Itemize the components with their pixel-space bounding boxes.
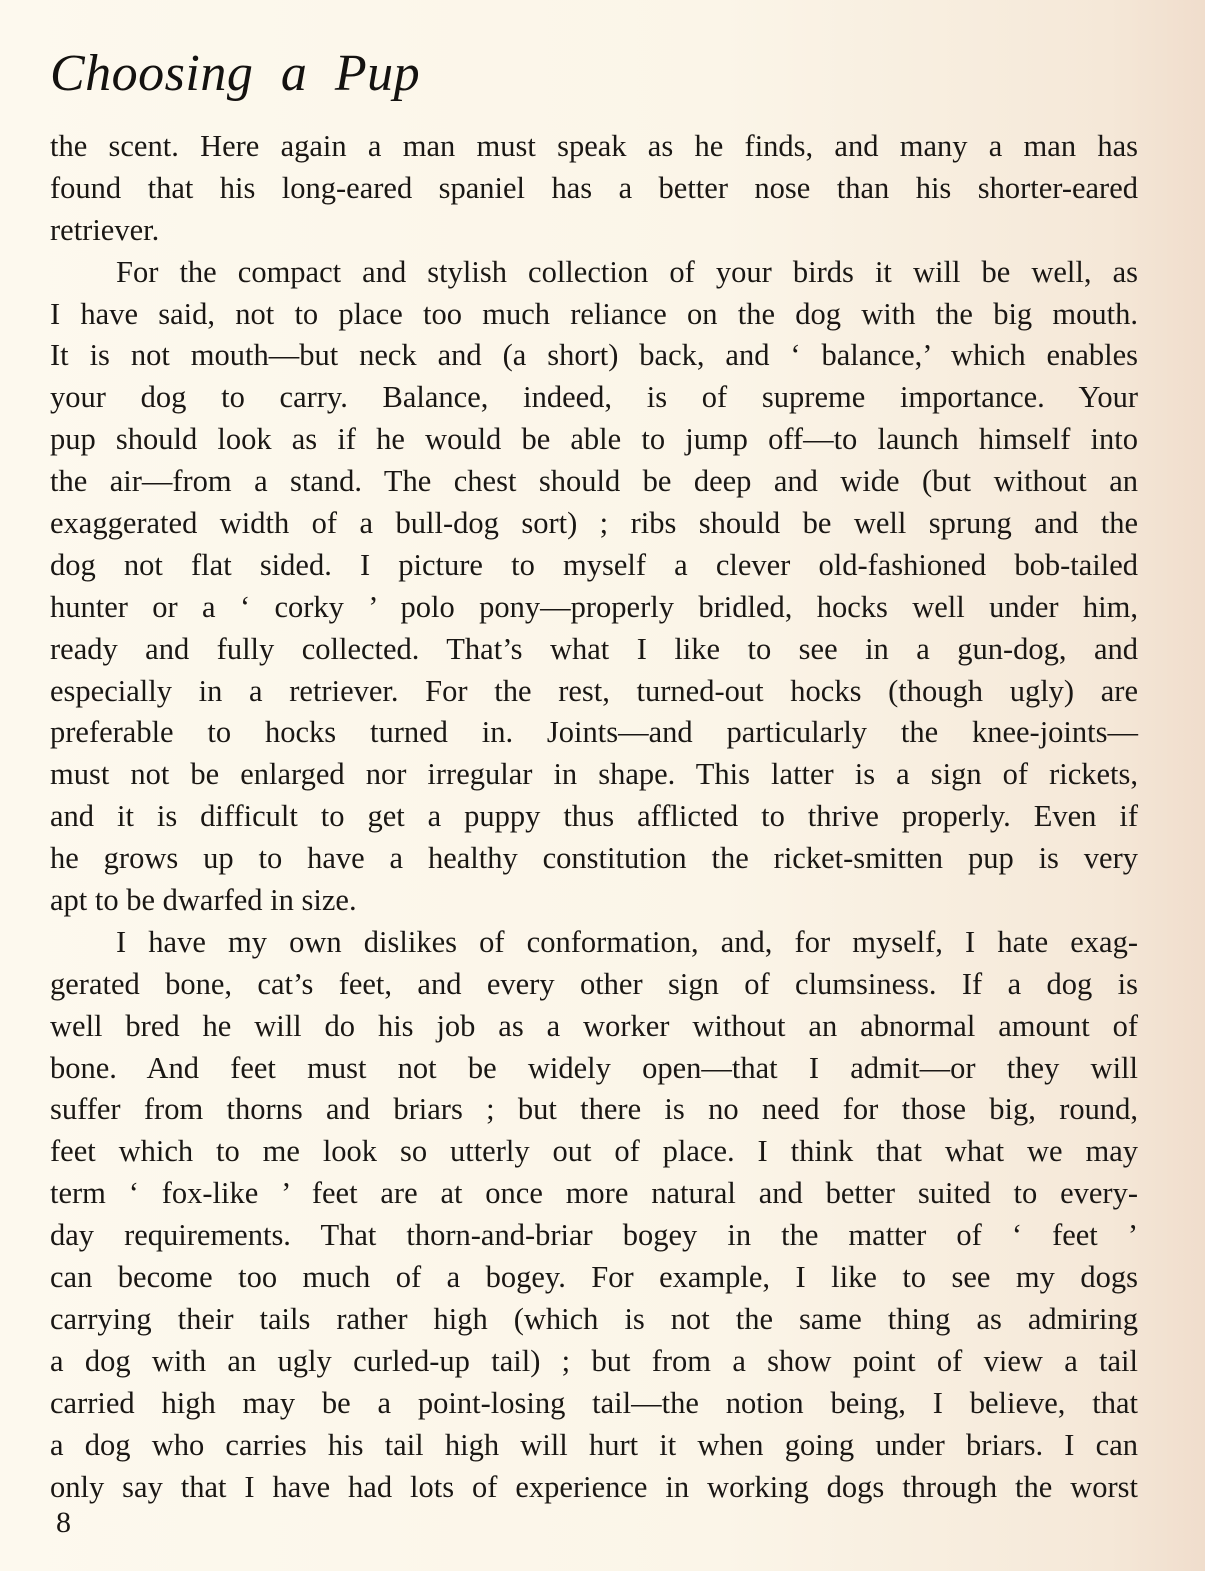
text-line: hunter or a ‘ corky ’ polo pony—properly bridled, hocks well under him, bbox=[50, 589, 1138, 624]
text-line: your dog to carry. Balance, indeed, is of supreme importance. Your bbox=[50, 380, 1138, 415]
text-line: feet which to me look so utterly out of place. I think that what we may bbox=[50, 1134, 1138, 1169]
text-line: I have said, not to place too much reliance on the dog with the big mouth. bbox=[50, 296, 1138, 331]
text-line: well bred he will do his job as a worker without an abnormal amount of bbox=[50, 1008, 1138, 1043]
text-line: must not be enlarged nor irregular in shape. This latter is a sign of rickets, bbox=[50, 757, 1138, 792]
text-line: preferable to hocks turned in. Joints—and particularly the knee-joints— bbox=[50, 715, 1138, 750]
text-line: suffer from thorns and briars ; but there is no need for those big, round, bbox=[50, 1092, 1138, 1127]
text-line: For the compact and stylish collection of your birds it will be well, as bbox=[116, 254, 1138, 289]
text-line: a dog who carries his tail high will hurt it when going under briars. I can bbox=[50, 1427, 1138, 1462]
running-head: Choosing a Pup bbox=[50, 45, 421, 102]
text-line: apt to be dwarfed in size. bbox=[50, 883, 357, 918]
text-line: especially in a retriever. For the rest, turned-out hocks (though ugly) are bbox=[50, 673, 1138, 708]
paragraph bbox=[50, 922, 1138, 1508]
text-line: can become too much of a bogey. For example, I like to see my dogs bbox=[50, 1260, 1138, 1295]
text-line: only say that I have had lots of experience in working dogs through the worst bbox=[50, 1469, 1138, 1504]
text-line: retriever. bbox=[50, 212, 160, 247]
text-line: the air—from a stand. The chest should be deep and wide (but without an bbox=[50, 464, 1138, 499]
text-line: and it is difficult to get a puppy thus afflicted to thrive properly. Even if bbox=[50, 799, 1138, 834]
text-line: exaggerated width of a bull-dog sort) ; ribs should be well sprung and the bbox=[50, 506, 1138, 541]
text-line: day requirements. That thorn-and-briar bogey in the matter of ‘ feet ’ bbox=[50, 1218, 1138, 1253]
page-number: 8 bbox=[56, 1506, 71, 1539]
text-line: carrying their tails rather high (which is not the same thing as admiring bbox=[50, 1301, 1138, 1336]
text-line: It is not mouth—but neck and (a short) back, and ‘ balance,’ which enables bbox=[50, 338, 1138, 373]
text-line: found that his long-eared spaniel has a better nose than his shorter-eared bbox=[50, 170, 1138, 205]
text-line: I have my own dislikes of conformation, and, for myself, I hate exag- bbox=[116, 924, 1138, 959]
body-text bbox=[50, 126, 1138, 1508]
text-line: term ‘ fox-like ’ feet are at once more natural and better suited to every- bbox=[50, 1176, 1138, 1211]
text-line: ready and fully collected. That’s what I like to see in a gun-dog, and bbox=[50, 631, 1138, 666]
text-line: dog not flat sided. I picture to myself a clever old-fashioned bob-tailed bbox=[50, 547, 1138, 582]
text-line: pup should look as if he would be able to jump off—to launch himself into bbox=[50, 422, 1138, 457]
paragraph bbox=[50, 126, 1138, 252]
text-line: bone. And feet must not be widely open—that I admit—or they will bbox=[50, 1050, 1138, 1085]
text-line: gerated bone, cat’s feet, and every other sign of clumsiness. If a dog is bbox=[50, 966, 1138, 1001]
paragraph bbox=[50, 252, 1138, 922]
text-line: a dog with an ugly curled-up tail) ; but from a show point of view a tail bbox=[50, 1343, 1138, 1378]
text-line: he grows up to have a healthy constitution the ricket-smitten pup is very bbox=[50, 841, 1138, 876]
text-line: carried high may be a point-losing tail—the notion being, I believe, that bbox=[50, 1385, 1138, 1420]
text-line: the scent. Here again a man must speak as he finds, and many a man has bbox=[50, 129, 1138, 163]
